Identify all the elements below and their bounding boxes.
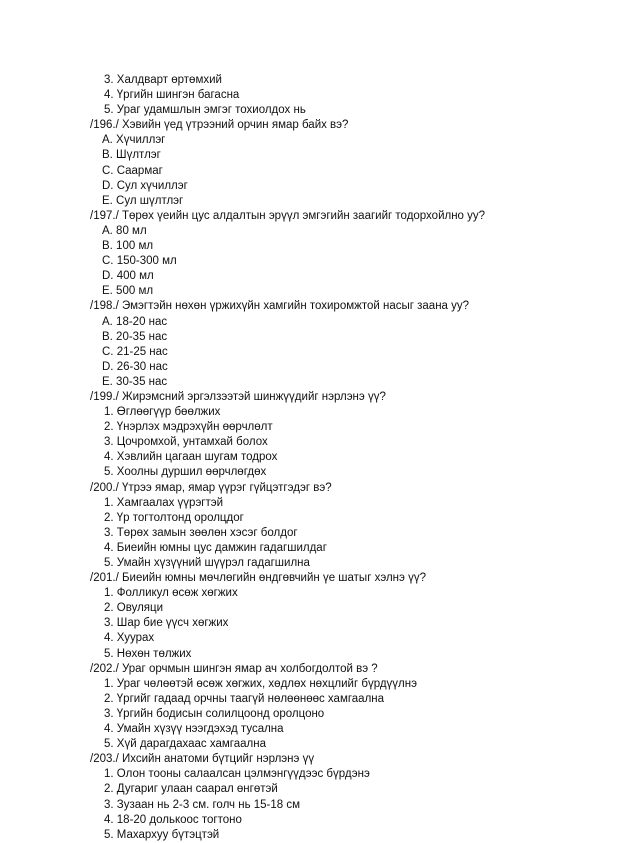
answer-option-line: 4. Умайн хүзүү нээгдэхэд тусална	[104, 723, 284, 736]
answer-option-line: D. Сул хүчиллэг	[102, 179, 188, 192]
answer-option-line: 5. Умайн хүзүүний шүүрэл гадагшилна	[104, 557, 310, 569]
answer-option-line: A. 80 мл	[102, 224, 147, 237]
answer-option-line: D. 26-30 нас	[102, 360, 168, 373]
answer-option-line: 5. Хүй дарагдахаас хамгаална	[104, 738, 266, 751]
answer-option-line: E. 500 мл	[102, 285, 154, 298]
answer-option-line: C. Саармаг	[102, 164, 163, 177]
question-line: /199./ Жирэмсний эргэлзээтэй шинжүүдийг нэрлэнэ үү?	[90, 390, 386, 403]
question-line: /197./ Төрөх үеийн цус алдалтын эрүүл эмгэгийн заагийг тодорхойлно уу?	[90, 209, 486, 222]
answer-option-line: 4. 18-20 долькоос тогтоно	[104, 813, 242, 826]
answer-option-line: E. 30-35 нас	[102, 375, 168, 388]
question-line: /201./ Биеийн юмны мөчлөгийн өндгөвчийн үе шатыг хэлнэ үү?	[90, 572, 426, 585]
answer-option-line: 4. Хэвлийн цагаан шугам тодрох	[104, 451, 278, 464]
question-line: /196./ Хэвийн үед үтрээний орчин ямар байх вэ?	[90, 119, 349, 132]
answer-option-line: 5. Нөхөн төлжих	[104, 647, 192, 660]
answer-option-line: 3. Төрөх замын зөөлөн хэсэг болдог	[104, 526, 298, 539]
answer-option-line: 3. Зузаан нь 2-3 см. голч нь 15-18 см	[104, 798, 301, 811]
answer-option-line: 1. Хамгаалах үүрэгтэй	[104, 496, 224, 509]
answer-option-line: C. 150-300 мл	[102, 255, 177, 268]
question-line: /200./ Үтрээ ямар, ямар үүрэг гүйцэтгэдэг вэ?	[90, 481, 332, 494]
question-line: /198./ Эмэгтэйн нөхөн үржихүйн хамгийн тохиромжтой насыг заана уу?	[90, 300, 470, 313]
answer-option-line: 3. Халдварт өртөмхий	[104, 74, 222, 86]
answer-option-line: 1. Өглөөгүүр бөөлжих	[104, 406, 221, 419]
answer-option-line: C. 21-25 нас	[102, 345, 168, 358]
answer-option-line: A. 18-20 нас	[102, 315, 168, 328]
answer-option-line: 1. Ураг чөлөөтэй өсөж хөгжих, хөдлөх нөхцлийг бүрдүүлнэ	[104, 677, 417, 690]
question-line: /203./ Ихсийн анатоми бүтцийг нэрлэнэ үү	[90, 753, 315, 766]
answer-option-line: 2. Овуляци	[104, 602, 164, 615]
answer-option-line: 1. Фолликул өсөж хөгжих	[104, 587, 238, 600]
answer-option-line: 5. Махархуу бүтэцтэй	[104, 828, 220, 841]
answer-option-line: 2. Үргийг гадаад орчны таагүй нөлөөнөөс хамгаална	[104, 692, 385, 705]
document-text	[90, 73, 610, 843]
answer-option-line: 4. Биеийн юмны цус дамжин гадагшилдаг	[104, 541, 327, 554]
answer-option-line: А. Хүчиллэг	[102, 134, 166, 147]
answer-option-line: 2. Дугариг улаан саарал өнгөтэй	[104, 783, 278, 796]
answer-option-line: B. 100 мл	[102, 240, 154, 253]
answer-option-line: 4. Хуурах	[104, 632, 155, 645]
answer-option-line: E. Сул шүлтлэг	[102, 194, 184, 207]
answer-option-line: B. 20-35 нас	[102, 330, 168, 343]
answer-option-line: 5. Ураг удамшлын эмгэг тохиолдох нь	[104, 104, 306, 117]
answer-option-line: 2. Үр тогтолтонд оролцдог	[104, 511, 244, 524]
answer-option-line: B. Шүлтлэг	[102, 149, 161, 162]
answer-option-line: D. 400 мл	[102, 270, 154, 283]
answer-option-line: 1. Олон тооны салаалсан цэлмэнгүүдээс бүрдэнэ	[104, 768, 370, 781]
answer-option-line: 5. Хоолны дуршил өөрчлөгдөх	[104, 466, 267, 479]
answer-option-line: 3. Үргийн бодисын солилцоонд оролцоно	[104, 707, 325, 720]
answer-option-line: 3. Цочромхой, унтамхай болох	[104, 436, 268, 449]
question-line: /202./ Ураг орчмын шингэн ямар ач холбогдолтой вэ ?	[90, 662, 378, 675]
answer-option-line: 4. Үргийн шингэн багасна	[104, 89, 240, 102]
answer-option-line: 2. Үнэрлэх мэдрэхүйн өөрчлөлт	[104, 421, 273, 434]
answer-option-line: 3. Шар бие үүсч хөгжих	[104, 617, 229, 630]
